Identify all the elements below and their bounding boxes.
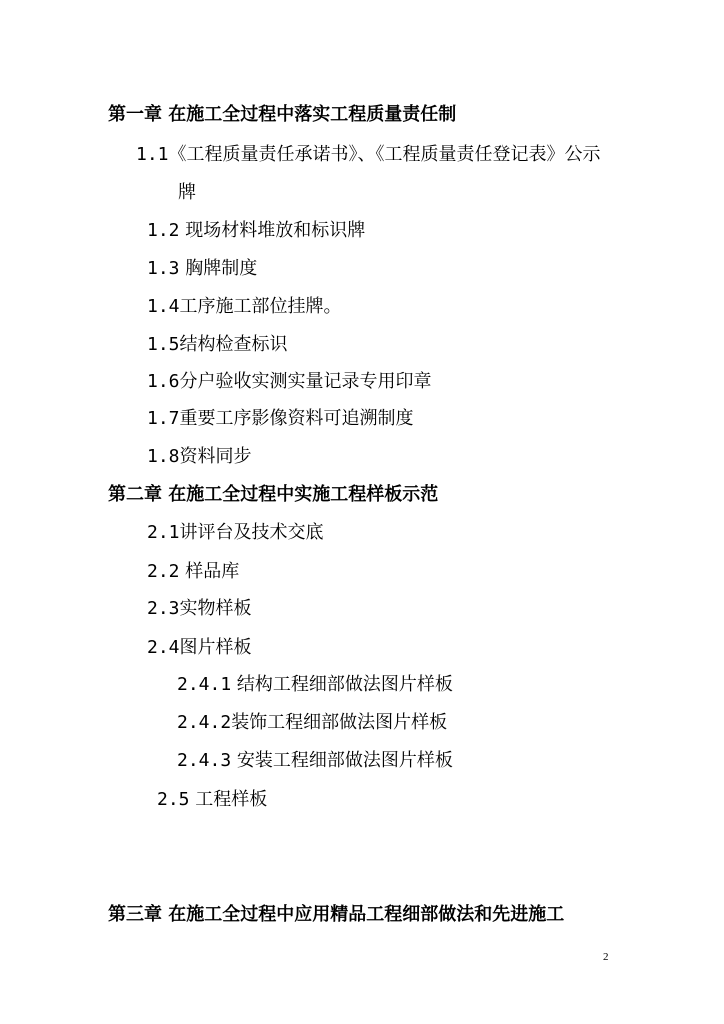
- toc-item-number: 1.8: [147, 446, 180, 467]
- toc-item-1-6: [147, 370, 432, 394]
- chapter-1-heading: 第一章 在施工全过程中落实工程质量责任制: [108, 104, 457, 125]
- toc-item-text: 《工程质量责任承诺书》、《工程质量责任登记表》公示: [168, 144, 601, 165]
- toc-item-text: 样品库: [179, 561, 240, 582]
- chapter-2-heading: 第二章 在施工全过程中实施工程样板示范: [108, 484, 439, 505]
- toc-item-1-4: [147, 295, 342, 319]
- toc-item-number: 2.1: [147, 522, 180, 543]
- toc-item-text: 安装工程细部做法图片样板: [231, 750, 453, 771]
- toc-item-2-4-1: [177, 673, 453, 697]
- toc-item-number: 1.5: [147, 334, 180, 355]
- toc-item-text: 实物样板: [179, 598, 252, 619]
- toc-item-1-5: [147, 333, 288, 357]
- toc-item-2-4-3: [177, 749, 453, 773]
- toc-item-number: 2.5: [157, 789, 190, 810]
- toc-item-2-5: [157, 788, 267, 812]
- toc-item-text: 结构检查标识: [179, 334, 288, 355]
- toc-item-1-3: [147, 257, 257, 281]
- toc-item-number: 2.4.1: [177, 674, 232, 695]
- toc-item-number: 1.4: [147, 296, 180, 317]
- toc-item-number: 1.6: [147, 371, 180, 392]
- chapter-3-heading: 第三章 在施工全过程中应用精品工程细部做法和先进施工: [108, 904, 565, 925]
- toc-item-1-1-continuation: 牌: [178, 182, 196, 203]
- toc-item-text: 工序施工部位挂牌。: [179, 296, 342, 317]
- toc-item-text: 讲评台及技术交底: [179, 522, 324, 543]
- toc-item-number: 2.3: [147, 598, 180, 619]
- toc-item-text: 胸牌制度: [179, 258, 258, 279]
- toc-item-number: 2.2: [147, 561, 180, 582]
- toc-item-text: 结构工程细部做法图片样板: [231, 674, 453, 695]
- toc-item-text: 现场材料堆放和标识牌: [179, 220, 366, 241]
- toc-item-2-2: [147, 560, 239, 584]
- toc-item-text: 分户验收实测实量记录专用印章: [179, 371, 432, 392]
- toc-item-number: 1.3: [147, 258, 180, 279]
- toc-item-text: 资料同步: [179, 446, 252, 467]
- toc-item-number: 1.7: [147, 408, 180, 429]
- toc-item-number: 1.1: [136, 144, 169, 165]
- toc-item-number: 1.2: [147, 220, 180, 241]
- toc-item-number: 2.4.3: [177, 750, 232, 771]
- toc-item-text: 重要工序影像资料可追溯制度: [179, 408, 414, 429]
- toc-item-text: 图片样板: [179, 637, 252, 658]
- toc-item-2-3: [147, 597, 252, 621]
- toc-item-2-1: [147, 521, 324, 545]
- toc-item-1-1: [136, 143, 601, 167]
- toc-item-text: 工程样板: [189, 789, 268, 810]
- toc-item-1-7: [147, 407, 414, 431]
- page-number: 2: [603, 951, 609, 963]
- toc-item-2-4-2: [177, 711, 447, 735]
- toc-item-1-2: [147, 219, 365, 243]
- toc-item-text: 装饰工程细部做法图片样板: [231, 712, 448, 733]
- toc-item-number: 2.4: [147, 637, 180, 658]
- toc-item-number: 2.4.2: [177, 712, 232, 733]
- toc-item-1-8: [147, 445, 252, 469]
- toc-item-2-4: [147, 636, 252, 660]
